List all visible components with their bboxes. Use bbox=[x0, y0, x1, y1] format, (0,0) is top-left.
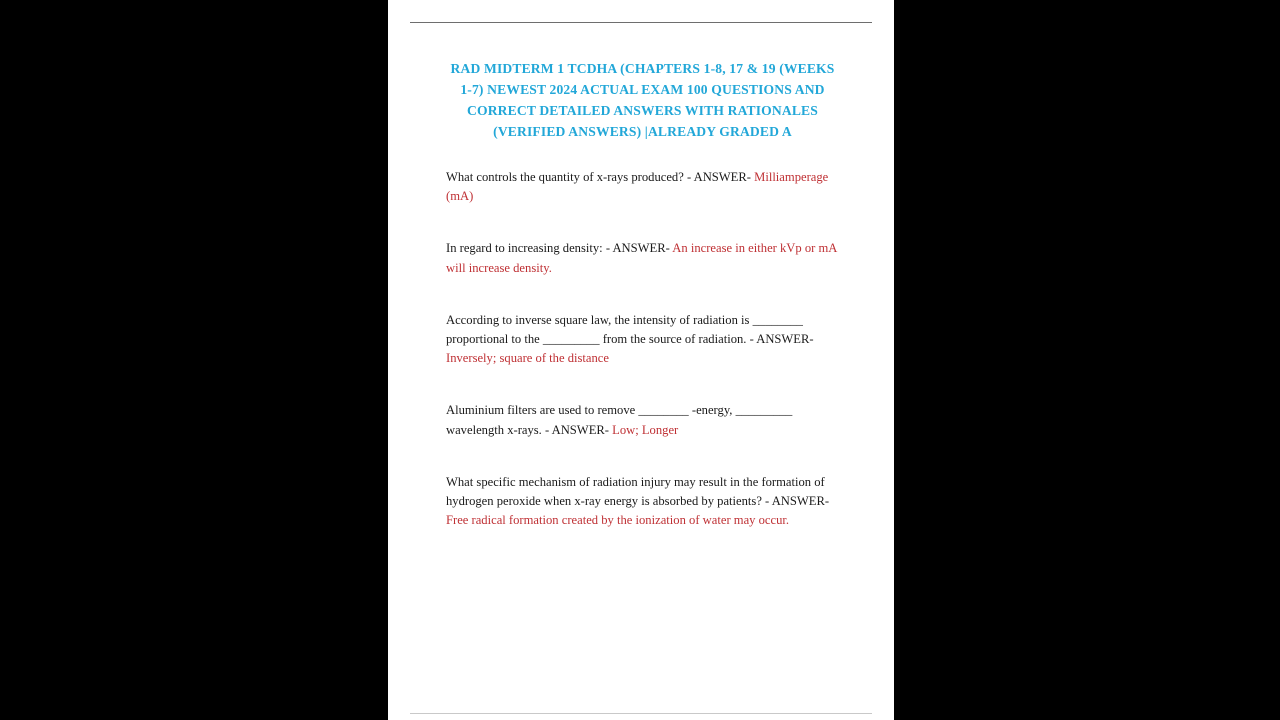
qa-answer: Milliamperage (mA) bbox=[446, 170, 829, 204]
document-title: RAD MIDTERM 1 TCDHA (CHAPTERS 1-8, 17 & 19 (WEEKS 1-7) NEWEST 2024 ACTUAL EXAM 100 QUESTIONS AND CORRECT DETAILED ANSWERS WITH RATIONALES (VERIFIED ANSWERS) |ALREADY GRADED A bbox=[450, 61, 835, 139]
qa-question: Aluminium filters are used to remove ________ -energy, _________ wavelength x-rays. - ANSWER- bbox=[446, 403, 793, 437]
qa-answer: An increase in either kVp or mA will increase density. bbox=[446, 241, 837, 275]
qa-item bbox=[446, 239, 839, 277]
qa-item bbox=[446, 473, 839, 531]
qa-question: What specific mechanism of radiation injury may result in the formation of hydrogen peroxide when x-ray energy is absorbed by patients? - ANSWER- bbox=[446, 474, 830, 509]
qa-question: In regard to increasing density: - ANSWER- bbox=[446, 241, 670, 256]
qa-answer: Low; Longer bbox=[608, 422, 679, 437]
qa-item bbox=[446, 311, 839, 369]
page-content bbox=[446, 58, 839, 530]
qa-item bbox=[446, 401, 839, 439]
page-bottom-rule bbox=[410, 713, 872, 714]
document-page bbox=[388, 0, 894, 720]
qa-question: According to inverse square law, the intensity of radiation is ________ proportional to the _________ from the source of radiation. - ANSWER- bbox=[446, 312, 814, 347]
qa-answer: Free radical formation created by the ionization of water may occur. bbox=[446, 513, 790, 528]
qa-question: What controls the quantity of x-rays produced? - ANSWER- bbox=[446, 170, 751, 184]
page-top-rule bbox=[410, 22, 872, 23]
qa-answer: Inversely; square of the distance bbox=[446, 351, 609, 366]
qa-item bbox=[446, 168, 839, 206]
